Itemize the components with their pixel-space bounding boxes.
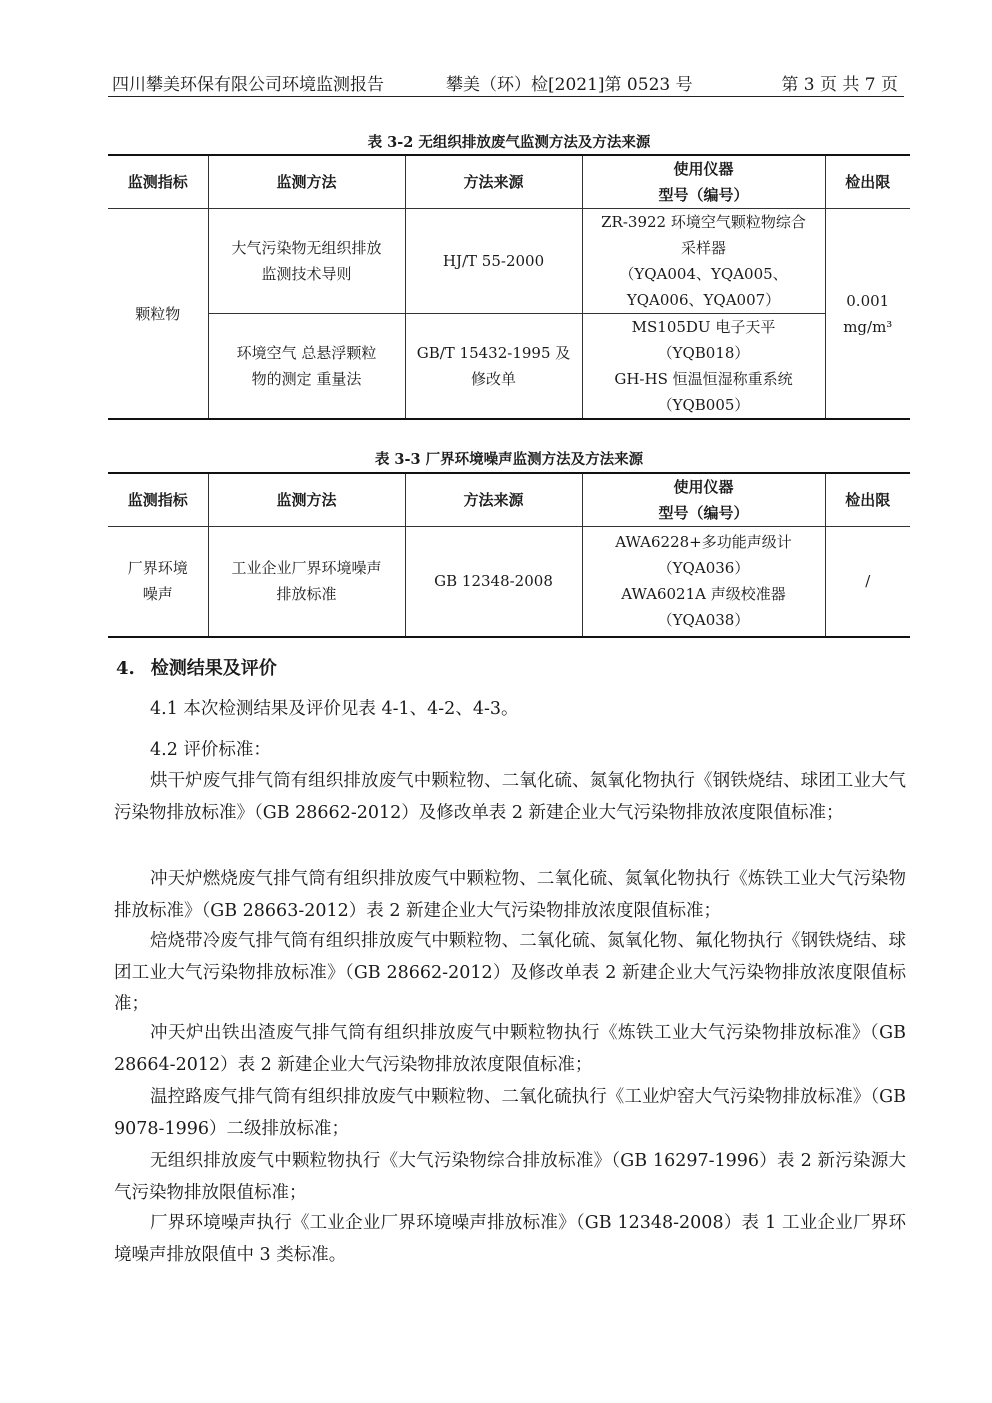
table-row [108, 314, 910, 420]
cell-text: （YQA038） [657, 611, 750, 630]
header-method: 监测方法 [208, 473, 405, 527]
cell-instrument [582, 527, 825, 637]
standard-paragraph: 烘干炉废气排气筒有组织排放废气中颗粒物、二氧化硫、氮氧化物执行《钢铁烧结、球团工业大气污染物排放标准》（GB 28662-2012）及修改单表 2 新建企业大气污染物排放浓度限值标准； [114, 771, 906, 823]
page-header [108, 66, 904, 97]
table-3-2-caption: 表 3-2 无组织排放废气监测方法及方法来源 [367, 134, 651, 151]
cell-text: 厂界环境 [127, 559, 188, 578]
cell-text: GH-HS 恒温恒湿称重系统 [614, 370, 793, 388]
report-number: 攀美（环）检[2021]第 0523 号 [446, 75, 693, 95]
cell-text: （YQB005） [657, 396, 750, 414]
cell-text: mg/m³ [843, 317, 893, 336]
cell-text: GB/T 15432-1995 及 [416, 344, 571, 362]
cell-instrument [582, 209, 825, 314]
standard-paragraph: 冲天炉出铁出渣废气排气筒有组织排放废气中颗粒物执行《炼铁工业大气污染物排放标准》（GB 28664-2012）表 2 新建企业大气污染物排放浓度限值标准； [114, 1023, 906, 1075]
cell-source: HJ/T 55-2000 [405, 209, 582, 314]
header-limit: 检出限 [825, 155, 910, 209]
table-3-3-caption: 表 3-3 厂界环境噪声监测方法及方法来源 [374, 451, 644, 468]
standard-paragraph: 焙烧带冷废气排气筒有组织排放废气中颗粒物、二氧化硫、氮氧化物、氟化物执行《钢铁烧结、球团工业大气污染物排放标准》（GB 28662-2012）及修改单表 2 新建企业大气污染物排放浓度限值标准； [114, 931, 906, 1014]
header-instrument-l2: 型号（编号） [658, 504, 749, 522]
table-header-row [108, 155, 910, 209]
cell-method [208, 527, 405, 637]
cell-method [208, 314, 405, 420]
header-instrument [582, 155, 825, 209]
header-source: 方法来源 [405, 155, 582, 209]
header-instrument-l1: 使用仪器 [673, 160, 734, 178]
page-number: 第 3 页 共 7 页 [781, 75, 898, 95]
cell-limit: / [825, 527, 910, 637]
cell-limit [825, 209, 910, 420]
header-method: 监测方法 [208, 155, 405, 209]
standard-paragraph: 无组织排放废气中颗粒物执行《大气污染物综合排放标准》（GB 16297-1996）表 2 新污染源大气污染物排放限值标准； [114, 1151, 906, 1203]
cell-text: （YQB018） [657, 344, 750, 362]
cell-text: 环境空气 总悬浮颗粒 [236, 344, 377, 362]
header-instrument [582, 473, 825, 527]
cell-text: 采样器 [680, 239, 726, 257]
table-header-row [108, 473, 910, 527]
cell-text: 噪声 [142, 585, 173, 604]
cell-indicator: 颗粒物 [108, 209, 208, 420]
header-instrument-l1: 使用仪器 [673, 478, 734, 496]
cell-indicator [108, 527, 208, 637]
section-title: 检测结果及评价 [150, 658, 277, 679]
cell-instrument [582, 314, 825, 420]
cell-text: AWA6021A 声级校准器 [621, 585, 786, 604]
cell-text: （YQA004、YQA005、 [619, 265, 788, 283]
header-instrument-l2: 型号（编号） [658, 186, 749, 204]
cell-text: 排放标准 [276, 585, 337, 604]
cell-text: 修改单 [470, 370, 516, 388]
table-row [108, 209, 910, 314]
standard-paragraph: 温控路废气排气筒有组织排放废气中颗粒物、二氧化硫执行《工业炉窑大气污染物排放标准》（GB 9078-1996）二级排放标准； [114, 1087, 906, 1139]
paragraph-4-1: 4.1 本次检测结果及评价见表 4-1、4-2、4-3。 [150, 699, 519, 719]
cell-text: （YQA036） [657, 559, 750, 578]
cell-text: ZR-3922 环境空气颗粒物综合 [601, 213, 806, 231]
table-row [108, 527, 910, 637]
cell-text: 0.001 [846, 291, 890, 310]
standard-paragraph: 冲天炉燃烧废气排气筒有组织排放废气中颗粒物、二氧化硫、氮氧化物执行《炼铁工业大气污染物排放标准》（GB 28663-2012）表 2 新建企业大气污染物排放浓度限值标准； [114, 869, 906, 921]
cell-text: AWA6228+多功能声级计 [615, 533, 792, 552]
cell-source: GB 12348-2008 [405, 527, 582, 637]
cell-text: YQA006、YQA007） [626, 291, 781, 309]
section-4-heading [116, 654, 293, 680]
cell-text: MS105DU 电子天平 [631, 318, 776, 336]
cell-text: 工业企业厂界环境噪声 [231, 559, 382, 578]
header-indicator: 监测指标 [108, 155, 208, 209]
cell-text: 大气污染物无组织排放 [231, 239, 382, 257]
paragraph-4-2: 4.2 评价标准： [150, 740, 271, 760]
cell-text: 物的测定 重量法 [251, 370, 362, 388]
table-3-3 [108, 472, 910, 638]
section-number: 4. [116, 658, 135, 679]
header-indicator: 监测指标 [108, 473, 208, 527]
cell-source [405, 314, 582, 420]
company-report-title: 四川攀美环保有限公司环境监测报告 [112, 75, 384, 95]
cell-method [208, 209, 405, 314]
header-source: 方法来源 [405, 473, 582, 527]
cell-text: 监测技术导则 [261, 265, 352, 283]
standard-paragraph: 厂界环境噪声执行《工业企业厂界环境噪声排放标准》（GB 12348-2008）表 1 工业企业厂界环境噪声排放限值中 3 类标准。 [114, 1213, 906, 1265]
header-limit: 检出限 [825, 473, 910, 527]
table-3-2 [108, 154, 910, 420]
